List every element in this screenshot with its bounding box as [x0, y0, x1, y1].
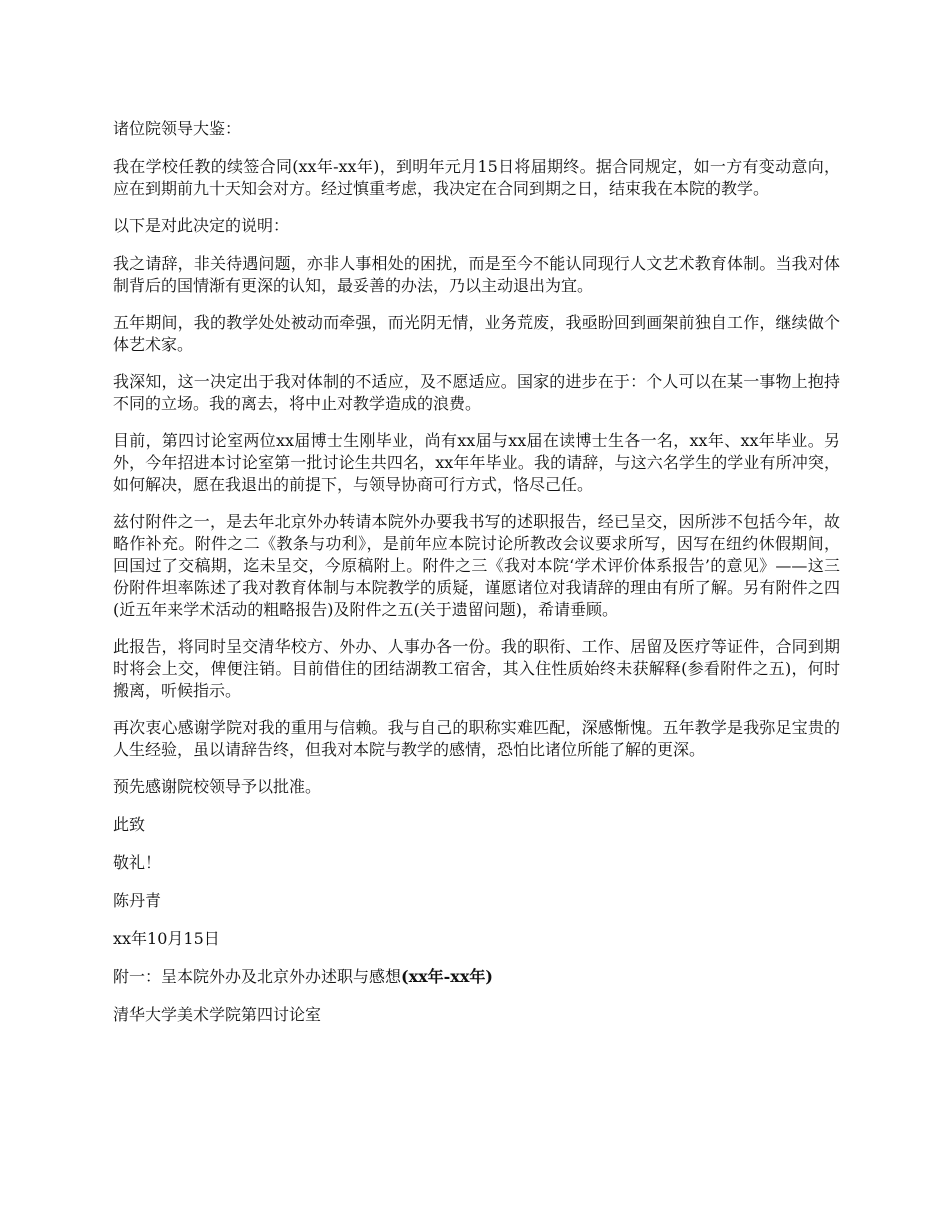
institution: 清华大学美术学院第四讨论室 — [113, 1005, 322, 1024]
letter-body — [113, 118, 840, 1042]
regards: 敬礼！ — [113, 853, 162, 872]
paragraph-contract: 我在学校任教的续签合同(xx年-xx年)，到明年元月15日将届期终。据合同规定，如一方有变动意向，应在到期前九十天知会对方。经过慎重考虑，我决定在合同到期之日，结束我在本院的教学。 — [113, 157, 840, 198]
paragraph-attachments: 兹付附件之一，是去年北京外办转请本院外办要我书写的述职报告，经已呈交，因所涉不包括今年，故略作补充。附件之二《教条与功利》，是前年应本院讨论所教改会议要求所写，因写在纽约休假期间，回国过了交稿期，迄未呈交，今原稿附上。附件之三《我对本院‘学术评价体系报告’的意见》——这三份附件坦率陈述了我对教育体制与本院教学的质疑，谨愿诸位对我请辞的理由有所了解。另有附件之四(近五年来学术活动的粗略报告)及附件之五(关于遗留问题)，希请垂顾。 — [113, 512, 840, 619]
paragraph-explanation-intro: 以下是对此决定的说明： — [113, 216, 290, 235]
attachment-title-years: (xx年-xx年) — [401, 967, 493, 986]
paragraph-thanks: 再次衷心感谢学院对我的重用与信赖。我与自己的职称实难匹配，深感惭愧。五年教学是我弥足宝贵的人生经验，虽以请辞告终，但我对本院与教学的感情，恐怕比诸位所能了解的更深。 — [113, 718, 840, 759]
paragraph-understanding: 我深知，这一决定出于我对体制的不适应，及不愿适应。国家的进步在于：个人可以在某一事物上抱持不同的立场。我的离去，将中止对教学造成的浪费。 — [113, 372, 840, 413]
paragraph-students: 目前，第四讨论室两位xx届博士生刚毕业，尚有xx届与xx届在读博士生各一名，xx年、xx年毕业。另外，今年招进本讨论室第一批讨论生共四名，xx年年毕业。我的请辞，与这六名学生的学业有所冲突，如何解决，愿在我退出的前提下，与领导协商可行方式，恪尽己任。 — [113, 431, 840, 494]
attachment-title-prefix: 附一：呈本院外办及北京外办述职与感想 — [113, 967, 402, 986]
paragraph-report-copies: 此报告，将同时呈交清华校方、外办、人事办各一份。我的职衔、工作、居留及医疗等证件，合同到期时将会上交，俾便注销。目前借住的团结湖教工宿舍，其入住性质始终未获解释(参看附件之五)，何时搬离，听候指示。 — [113, 637, 840, 700]
paragraph-reason: 我之请辞，非关待遇问题，亦非人事相处的困扰，而是至今不能认同现行人文艺术教育体制。当我对体制背后的国情渐有更深的认知，最妥善的办法，乃以主动退出为宜。 — [113, 254, 840, 295]
attachment-title — [113, 966, 840, 988]
paragraph-approval: 预先感谢院校领导予以批准。 — [113, 777, 322, 796]
closing: 此致 — [113, 815, 146, 834]
paragraph-five-years: 五年期间，我的教学处处被动而牵强，而光阴无情，业务荒废，我亟盼回到画架前独自工作，继续做个体艺术家。 — [113, 313, 840, 354]
date: xx年10月15日 — [113, 929, 220, 948]
signature: 陈丹青 — [113, 891, 162, 910]
salutation: 诸位院领导大鉴： — [113, 119, 242, 138]
